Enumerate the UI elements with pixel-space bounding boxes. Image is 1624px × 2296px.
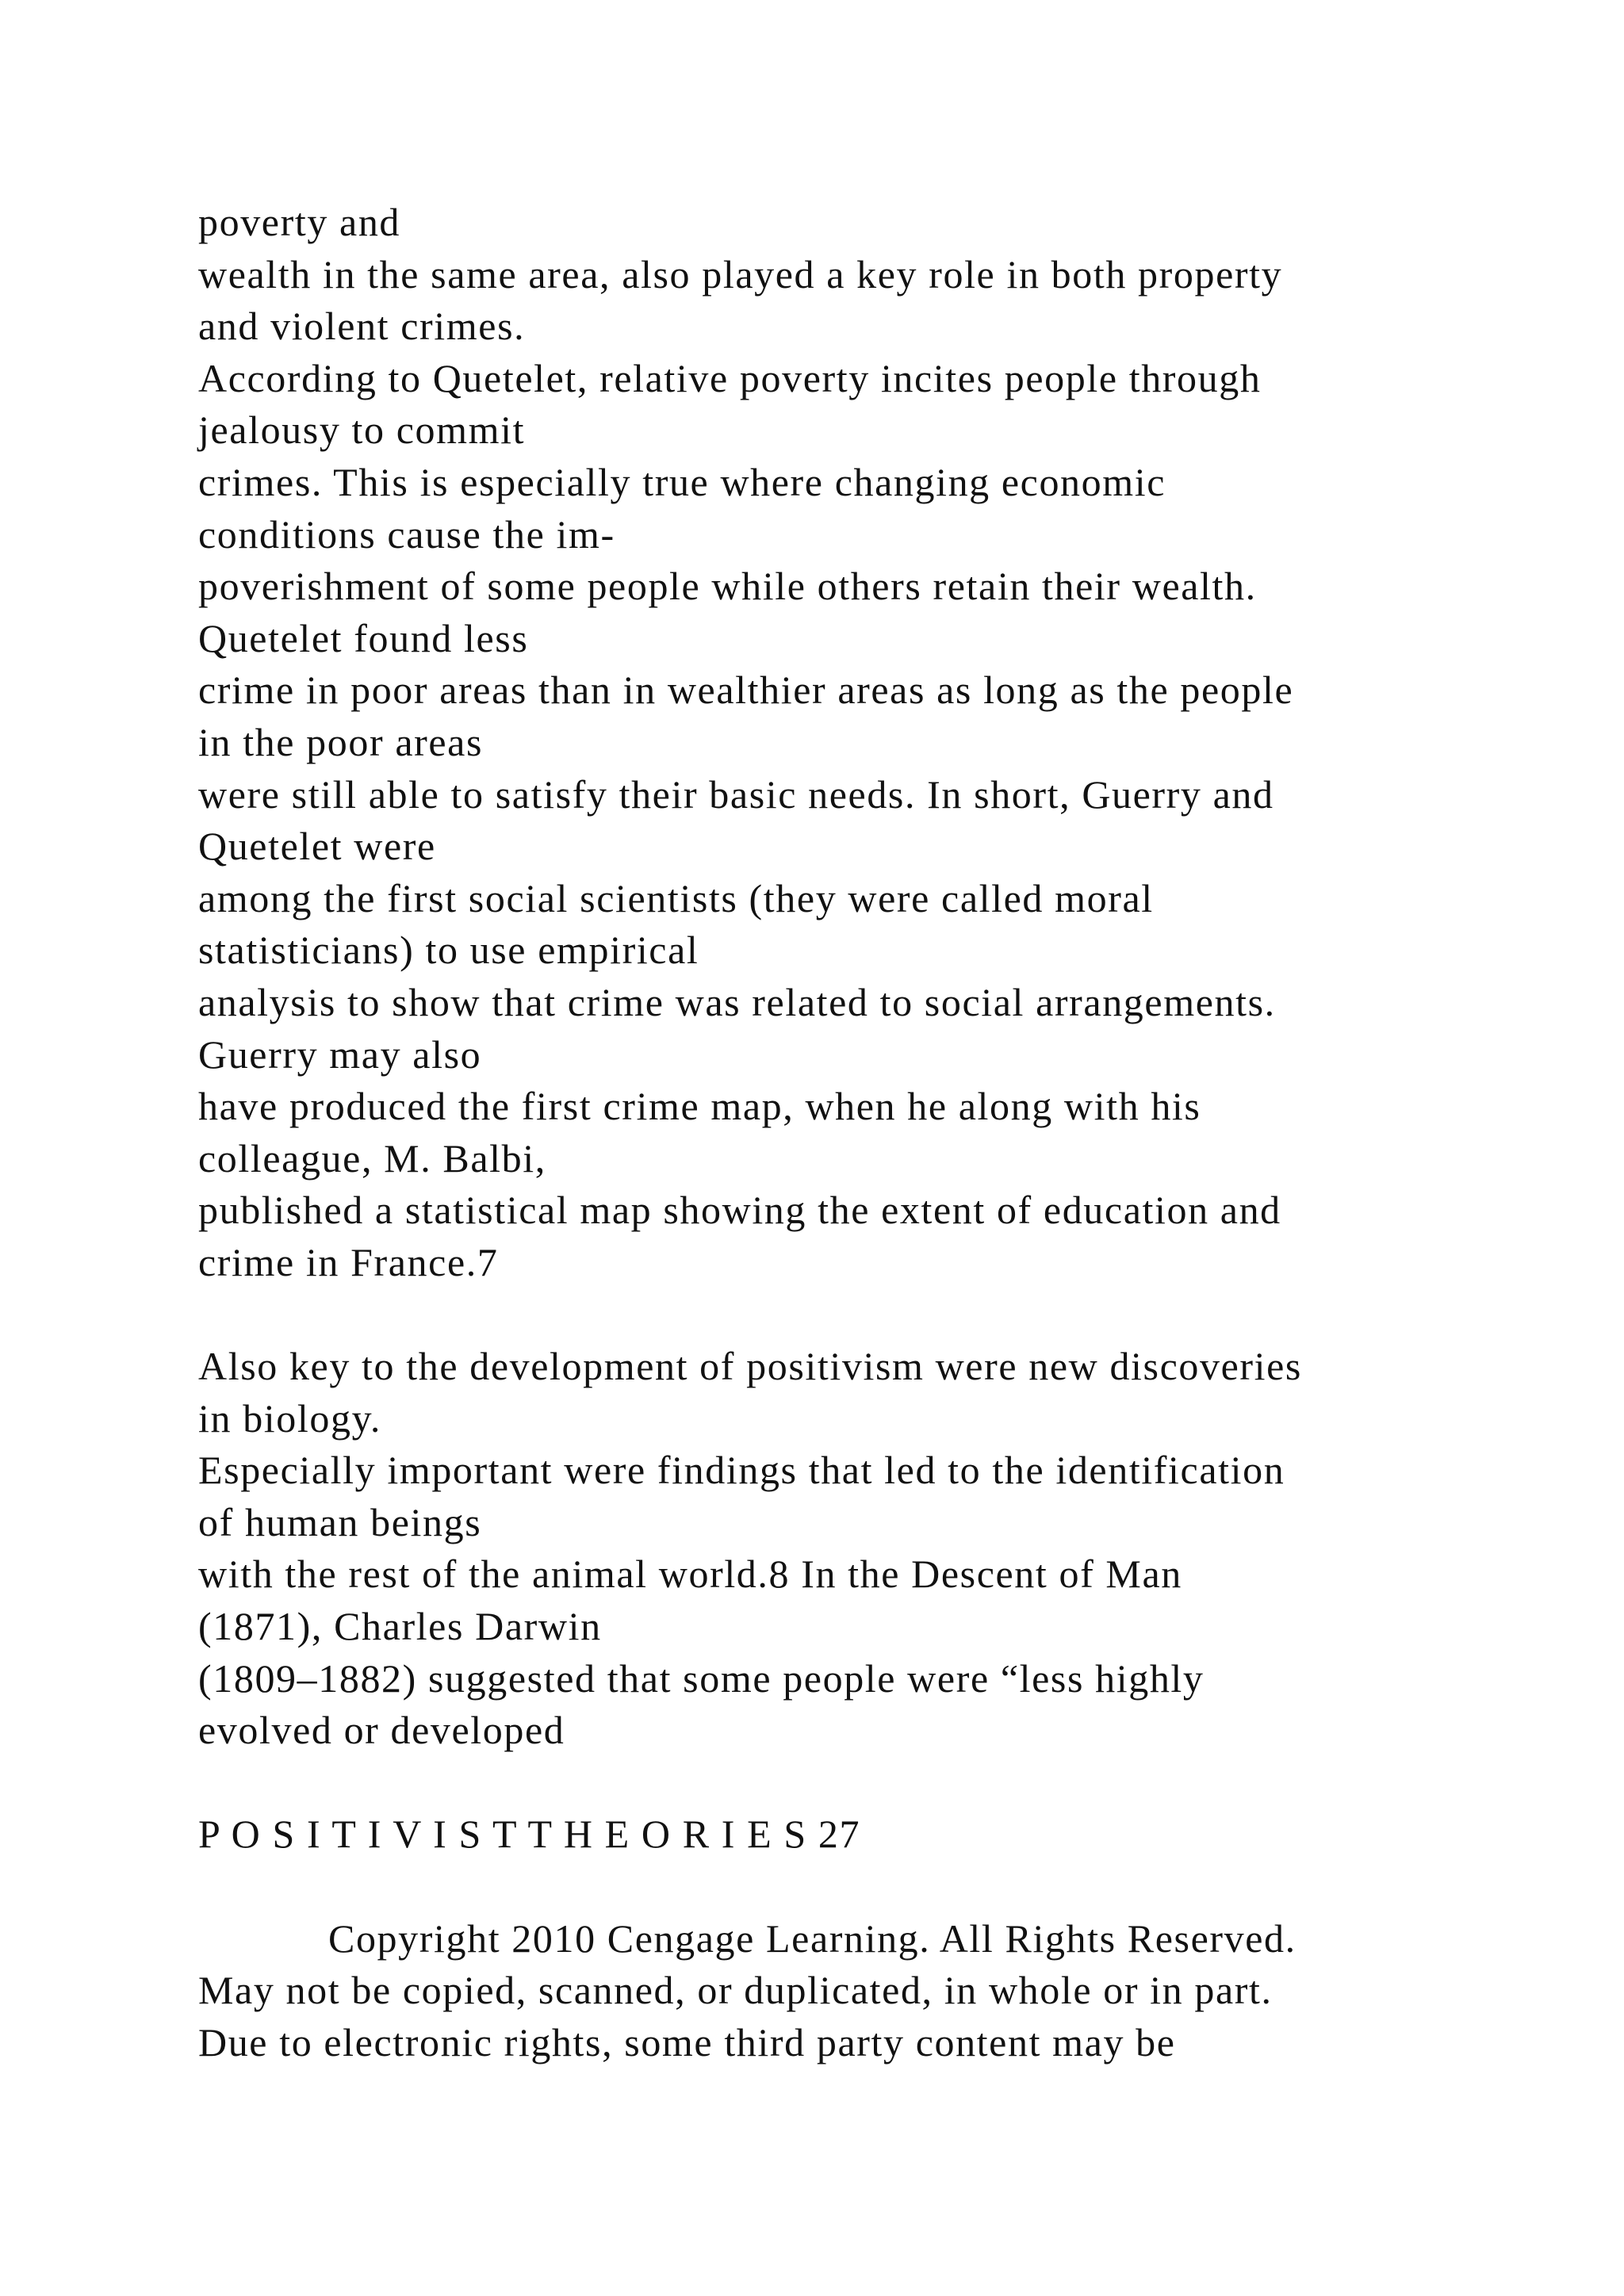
paragraph-spacer (198, 1288, 1610, 1341)
paragraph-spacer (198, 1861, 1610, 1913)
text-line: in biology. (198, 1395, 382, 1441)
text-line: jealousy to commit (198, 408, 526, 453)
text-line: were still able to satisfy their basic needs. In short, Guerry and (198, 771, 1274, 817)
paragraph-biology (198, 1341, 1610, 1757)
text-line: Quetelet found less (198, 615, 529, 660)
text-line: (1871), Charles Darwin (198, 1604, 602, 1649)
document-text (198, 197, 1610, 2068)
text-line: According to Quetelet, relative poverty incites people through (198, 355, 1262, 400)
text-line: statisticians) to use empirical (198, 928, 699, 973)
text-line: conditions cause the im- (198, 511, 615, 557)
text-line: published a statistical map showing the extent of education and (198, 1188, 1281, 1233)
text-line: (1809–1882) suggested that some people were “less highly (198, 1655, 1205, 1701)
copyright-line: Copyright 2010 Cengage Learning. All Rights Reserved. (328, 1915, 1297, 1961)
copyright-notice (198, 1913, 1610, 2069)
text-line: crime in poor areas than in wealthier areas as long as the people (198, 668, 1294, 713)
paragraph-spacer (198, 1757, 1610, 1809)
text-line: with the rest of the animal world.8 In the Descent of Man (198, 1552, 1182, 1597)
copyright-line: May not be copied, scanned, or duplicated, in whole or in part. (198, 1968, 1273, 2013)
text-line: Quetelet were (198, 824, 436, 869)
text-line: in the poor areas (198, 719, 484, 764)
text-line: of human beings (198, 1499, 482, 1544)
text-line: poverty and (198, 200, 401, 244)
text-line: analysis to show that crime was related to social arrangements. (198, 979, 1276, 1024)
text-line: evolved or developed (198, 1708, 565, 1753)
text-line: poverishment of some people while others retain their wealth. (198, 564, 1257, 609)
text-line: Also key to the development of positivism were new discoveries (198, 1344, 1302, 1389)
text-line: Especially important were findings that led to the identification (198, 1448, 1285, 1493)
text-line: wealth in the same area, also played a key role in both property (198, 251, 1283, 297)
copyright-line: Due to electronic rights, some third party content may be (198, 2019, 1176, 2064)
text-line: among the first social scientists (they were called moral (198, 875, 1154, 920)
text-line: Guerry may also (198, 1031, 482, 1077)
text-line: and violent crimes. (198, 304, 526, 349)
text-line: colleague, M. Balbi, (198, 1135, 546, 1181)
running-footer: P O S I T I V I S T T H E O R I E S 27 (198, 1812, 861, 1857)
paragraph-moral-statisticians (198, 197, 1610, 1288)
text-line: crime in France.7 (198, 1239, 499, 1284)
text-line: have produced the first crime map, when he along with his (198, 1084, 1201, 1129)
text-line: crimes. This is especially true where changing economic (198, 459, 1166, 504)
